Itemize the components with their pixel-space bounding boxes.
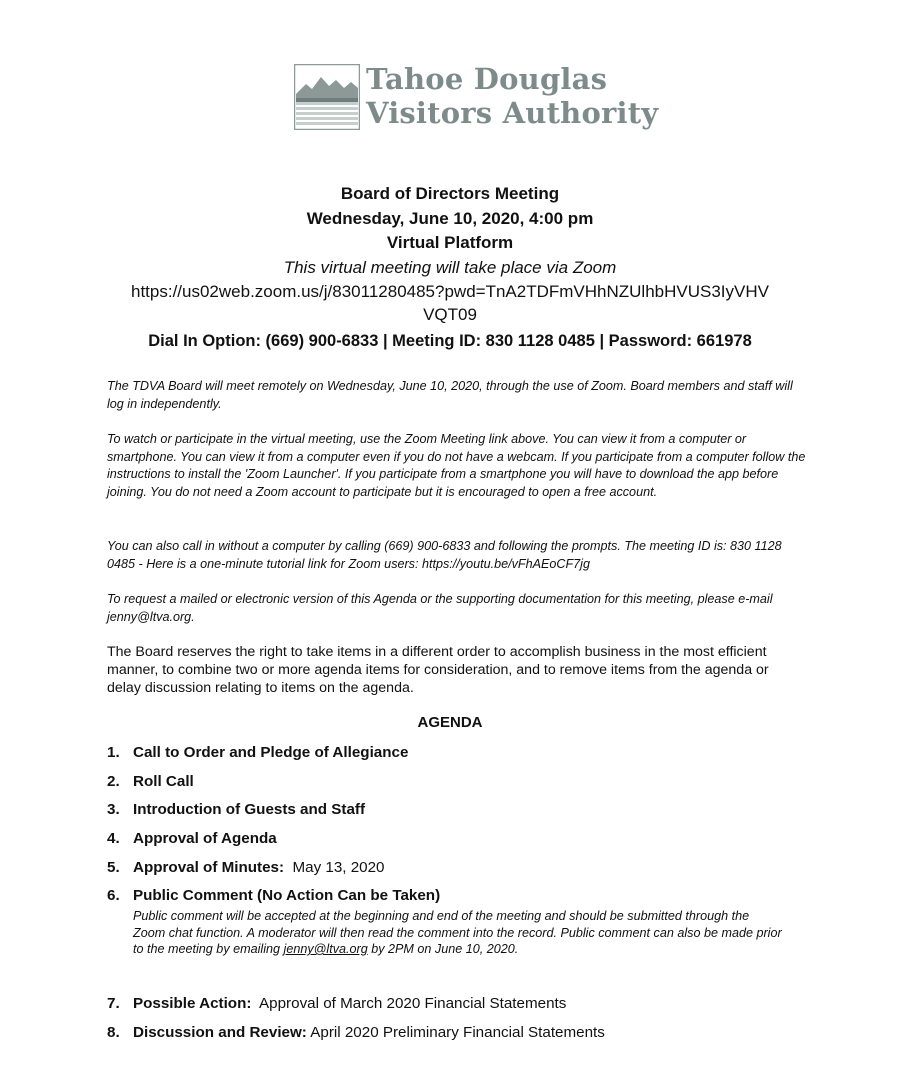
agenda-item-title: Approval of Minutes: xyxy=(133,859,285,876)
agenda-item-title: Possible Action: xyxy=(133,995,252,1012)
agenda-item xyxy=(107,1023,605,1043)
agenda-heading: AGENDA xyxy=(417,714,483,731)
agenda-item-title: Call to Order and Pledge of Allegiance xyxy=(133,744,409,761)
agenda-item-number: 2. xyxy=(107,773,120,790)
meeting-title: Board of Directors Meeting xyxy=(340,184,560,203)
agenda-item xyxy=(107,994,566,1014)
comment-email-link[interactable]: jenny@ltva.org xyxy=(283,942,368,956)
agenda-item-number: 6. xyxy=(107,887,120,904)
agenda-item xyxy=(107,886,440,906)
meeting-date: Wednesday, June 10, 2020, 4:00 pm xyxy=(306,208,594,228)
zoom-link-line-1[interactable]: https://us02web.zoom.us/j/83011280485?pwd=TnA2TDFmVHhNZUlhbHVUS3IyVHV xyxy=(131,282,769,301)
zoom-link-line-2[interactable]: VQT09 xyxy=(423,305,477,324)
meeting-platform: Virtual Platform xyxy=(386,233,514,252)
agenda-item xyxy=(107,772,194,792)
dial-in-info: Dial In Option: (669) 900-6833 | Meeting ID: 830 1128 0485 | Password: 661978 xyxy=(148,332,752,350)
agenda-item-detail: April 2020 Preliminary Financial Statements xyxy=(306,1024,605,1041)
meeting-header xyxy=(60,182,840,354)
agenda-item xyxy=(107,800,365,820)
logo-line-2: Visitors Authority xyxy=(366,96,659,130)
agenda-item xyxy=(107,743,408,763)
meeting-note: This virtual meeting will take place via Zoom xyxy=(283,257,617,277)
public-comment-note xyxy=(133,908,783,958)
public-comment-note-text: Public comment will be accepted at the beginning and end of the meeting and should be submitted through the Zoom chat function. A moderator will then read the comment into the record. Public comment can also be made prior to the meeting by emailing xyxy=(133,909,782,956)
agenda-item-title: Introduction of Guests and Staff xyxy=(133,801,366,818)
agenda-item-number: 5. xyxy=(107,859,120,876)
logo-line-1: Tahoe Douglas xyxy=(366,62,608,96)
logo-wordmark xyxy=(366,62,658,130)
agenda-item-title: Discussion and Review: xyxy=(133,1024,307,1041)
agenda-item-number: 8. xyxy=(107,1024,120,1041)
mountain-lake-logo-icon xyxy=(294,64,360,130)
agenda-item-number: 1. xyxy=(107,744,120,761)
agenda-item-number: 3. xyxy=(107,801,120,818)
agenda-item-number: 7. xyxy=(107,995,120,1012)
paragraph-remote-meeting: The TDVA Board will meet remotely on Wednesday, June 10, 2020, through the use of Zoom. Board members and staff will log in independently. xyxy=(107,379,793,411)
agenda-item-title: Public Comment (No Action Can be Taken) xyxy=(133,887,441,904)
agenda-item-detail: Approval of March 2020 Financial Statements xyxy=(251,995,567,1012)
agenda-item-number: 4. xyxy=(107,830,120,847)
paragraph-request-agenda: To request a mailed or electronic version of this Agenda or the supporting documentation for this meeting, please e-mail jenny@ltva.org. xyxy=(107,592,773,624)
agenda-item xyxy=(107,858,385,878)
agenda-item xyxy=(107,829,277,849)
paragraph-zoom-instructions: To watch or participate in the virtual meeting, use the Zoom Meeting link above. You can view it from a computer or smartphone. You can view it from a computer even if you do not have a webcam. If you participate from a computer follow the instructions to install the 'Zoom Launcher'. If you participate from a smartphone you will have to download the app before joining. You do not need a Zoom account to participate but it is encouraged to open a free account. xyxy=(107,432,806,499)
agenda-item-title: Approval of Agenda xyxy=(133,830,277,847)
paragraph-call-in: You can also call in without a computer by calling (669) 900-6833 and following the prompts. The meeting ID is: 830 1128 0485 - Here is a one-minute tutorial link for Zoom users: https://youtu.be/vFhAEoCF7jg xyxy=(107,539,782,571)
agenda-item-detail: May 13, 2020 xyxy=(284,859,385,876)
tdva-logo xyxy=(294,62,659,136)
agenda-item-title: Roll Call xyxy=(133,773,194,790)
public-comment-note-deadline: by 2PM on June 10, 2020. xyxy=(367,942,519,956)
paragraph-board-reserves: The Board reserves the right to take items in a different order to accomplish business in the most efficient manner, to combine two or more agenda items for consideration, and to remove items from the agenda or delay discussion relating to items on the agenda. xyxy=(107,644,769,696)
